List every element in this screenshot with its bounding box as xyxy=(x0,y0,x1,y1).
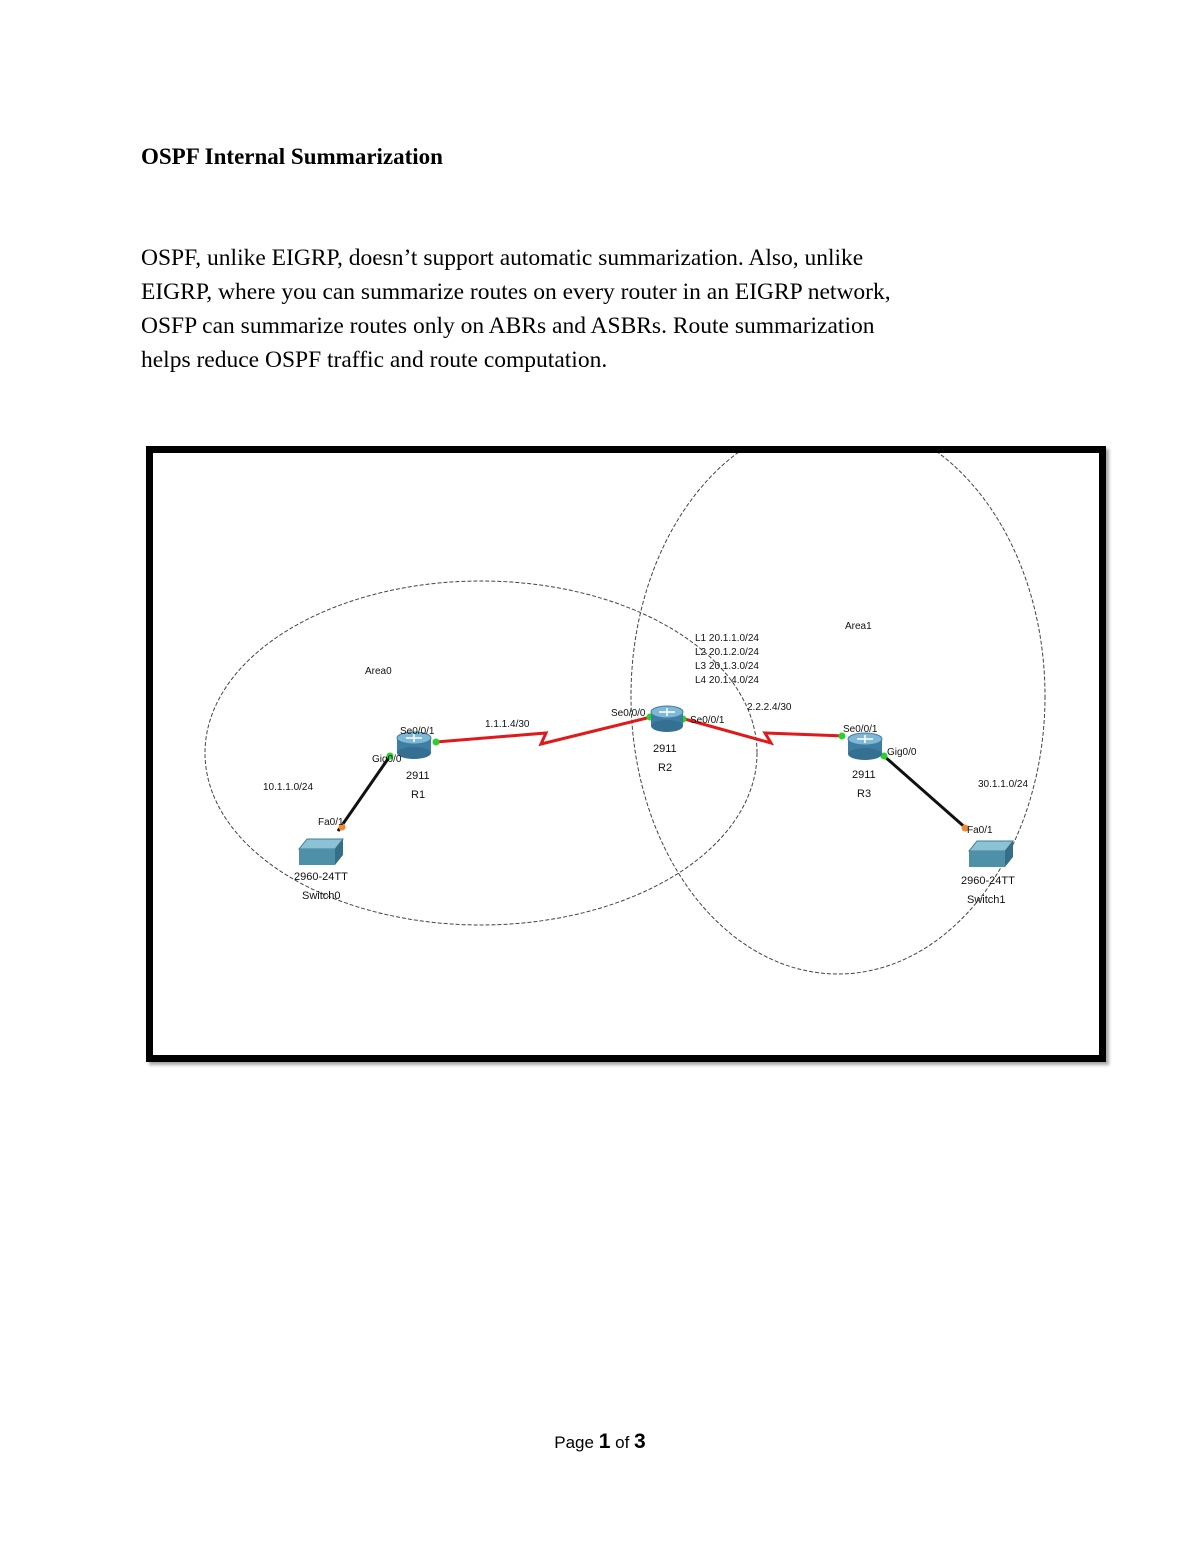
r2-serial-left-label: Se0/0/0 xyxy=(611,708,646,719)
footer-page-total: 3 xyxy=(634,1430,646,1453)
page-title: OSPF Internal Summarization xyxy=(141,144,443,169)
switch0-model-label: 2960-24TT xyxy=(294,871,348,883)
switch1-model-label: 2960-24TT xyxy=(961,875,1015,887)
switch1-port-label: Fa0/1 xyxy=(967,825,993,836)
r1-name-label: R1 xyxy=(411,789,426,801)
link-r1-r2-label: 1.1.1.4/30 xyxy=(485,719,530,730)
r1-gig-label: Gig0/0 xyxy=(372,754,402,765)
footer-page-word: Page xyxy=(554,1433,594,1452)
r2-serial-right-label: Se0/0/1 xyxy=(690,715,725,726)
footer-of-word: of xyxy=(615,1433,630,1452)
loopback-label: L4 20.1.4.0/24 xyxy=(695,675,759,686)
r3-serial-label: Se0/0/1 xyxy=(843,724,878,735)
switch0-name-label: Switch0 xyxy=(302,890,341,902)
r3-gig-label: Gig0/0 xyxy=(887,747,917,758)
paragraph-line: helps reduce OSPF traffic and route computation. xyxy=(141,347,608,373)
paragraph-line: EIGRP, where you can summarize routes on every router in an EIGRP network, xyxy=(141,279,891,305)
r3-model-label: 2911 xyxy=(852,769,876,781)
area1-label: Area1 xyxy=(845,621,872,632)
ethernet-link-r1-switch0 xyxy=(338,756,390,831)
link-r2-r3-label: 2.2.2.4/30 xyxy=(747,702,792,713)
serial-link-r1-r2 xyxy=(436,717,651,744)
switch1-icon xyxy=(969,841,1013,867)
r2-name-label: R2 xyxy=(658,762,673,774)
page-footer xyxy=(0,1430,1200,1454)
lan-right-label: 30.1.1.0/24 xyxy=(978,779,1029,790)
footer-page-number: 1 xyxy=(598,1430,611,1453)
paragraph-line: OSFP can summarize routes only on ABRs and ASBRs. Route summarization xyxy=(141,313,875,339)
loopback-label: L3 20.1.3.0/24 xyxy=(695,661,759,672)
lan-left-label: 10.1.1.0/24 xyxy=(263,782,314,793)
router-r3-icon xyxy=(848,733,882,760)
port-dot-r1-serial xyxy=(433,739,440,746)
ethernet-link-r3-switch1 xyxy=(884,756,968,830)
intro-paragraph xyxy=(141,241,1041,377)
switch1-name-label: Switch1 xyxy=(967,894,1006,906)
switch0-icon xyxy=(299,839,343,865)
loopback-label: L2 20.1.2.0/24 xyxy=(695,647,759,658)
r1-model-label: 2911 xyxy=(406,770,430,782)
paragraph-line: OSPF, unlike EIGRP, doesn’t support automatic summarization. Also, unlike xyxy=(141,245,864,271)
r3-name-label: R3 xyxy=(857,788,872,800)
area0-label: Area0 xyxy=(365,666,392,677)
topology-diagram xyxy=(153,453,1099,1055)
switch0-port-label: Fa0/1 xyxy=(318,817,344,828)
network-topology-figure xyxy=(146,446,1106,1062)
router-r2-icon xyxy=(651,706,683,732)
loopback-label: L1 20.1.1.0/24 xyxy=(695,633,759,644)
r2-model-label: 2911 xyxy=(653,743,677,755)
r1-serial-label: Se0/0/1 xyxy=(400,726,435,737)
